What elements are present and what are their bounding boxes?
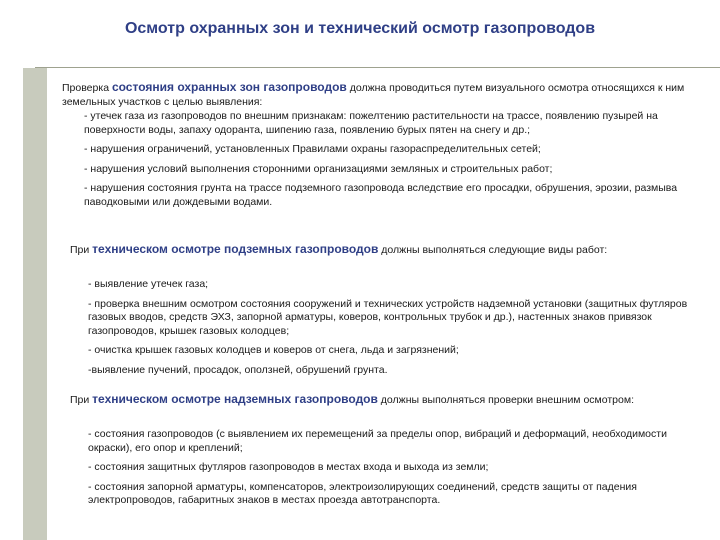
section1-intro [62,80,707,109]
section3-intro [70,392,707,407]
section2-pre: При [70,244,93,256]
list-item: - проверка внешним осмотром состояния сооружений и технических устройств надземной установки (защитных футляров газовых вводов, средств ЭХЗ, запорной арматуры, коверов, контрольных трубок и др.), настенных знаков привязок газопроводов, крышек газовых колодцев; [88,297,688,337]
section2-post: должны выполняться следующие виды работ: [378,244,608,256]
section1-list [84,110,706,215]
list-item: -выявление пучений, просадок, оползней, обрушений грунта. [88,363,388,376]
header-divider [35,67,720,68]
list-item: - состояния защитных футляров газопроводов в местах входа и выхода из земли; [88,461,489,473]
left-accent-bar [23,68,47,540]
section1-pre: Проверка [62,82,112,94]
section2-intro [70,242,707,257]
section2-highlight: техническом осмотре подземных газопроводов [92,242,379,256]
section3-post: должны выполняться проверки внешним осмотром: [377,394,634,406]
list-item: - нарушения условий выполнения сторонними организациями земляных и строительных работ; [84,162,553,175]
section1-post: должна проводиться путем визуального осмотра относящихся к ним земельных участков с целью выявления: [62,82,685,108]
section3-pre: При [70,394,93,406]
list-item: - утечек газа из газопроводов по внешним признакам: пожелтению растительности на трассе, появлению пузырей на поверхности воды, запаху одоранта, шипению газа, появлению бурых пятен на снегу и др.; [84,110,658,136]
section2-list [88,278,706,383]
list-item: - выявление утечек газа; [88,278,209,290]
section3-list [88,428,706,514]
list-item: - нарушения ограничений, установленных Правилами охраны газораспределительных сетей; [84,143,541,155]
list-item: - нарушения состояния грунта на трассе подземного газопровода вследствие его просадки, обрушения, эрозии, размыва паводковыми или дождевыми водами. [84,182,678,208]
list-item: - состояния газопроводов (с выявлением их перемещений за пределы опор, вибраций и деформаций, необходимости окраски), его опор и креплений; [88,428,667,454]
section3-highlight: техническом осмотре надземных газопроводов [92,392,378,406]
list-item: - состояния запорной арматуры, компенсаторов, электроизолирующих соединений, средств защиты от падения электропроводов, габаритных знаков в местах проезда автотранспорта. [88,480,637,506]
section1-highlight: состояния охранных зон газопроводов [111,80,347,94]
list-item: - очистка крышек газовых колодцев и коверов от снега, льда и загрязнений; [88,344,459,356]
slide-title: Осмотр охранных зон и технический осмотр газопроводов [124,20,596,37]
